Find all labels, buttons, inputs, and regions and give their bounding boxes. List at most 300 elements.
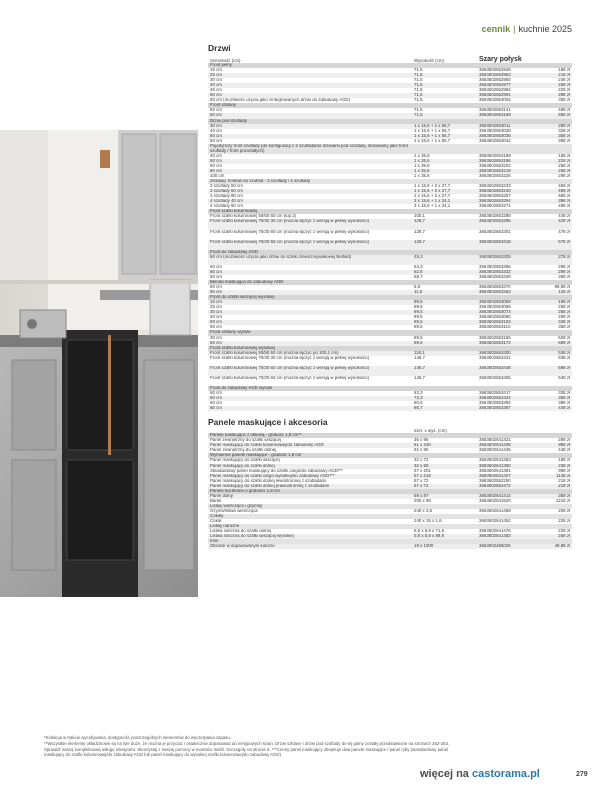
cell-description: Panel zewnętrzny do szafki wiszącej bbox=[210, 438, 282, 443]
cell-dimension: 5,9 x 5,9 x 89,5 bbox=[414, 534, 445, 539]
cell-dimension: 3 x 15,6 + 1 x 24,1 bbox=[414, 199, 451, 204]
cell-description: Front szafki kolumnowej 50/50 60 cm (lup 2) bbox=[210, 214, 297, 219]
cell-price: 188 zł bbox=[558, 68, 570, 73]
cell-dimension: 63,3 bbox=[414, 391, 423, 396]
col-width-header: Szerokość (cm) bbox=[210, 58, 241, 63]
cell-ean: 3663602653387 bbox=[479, 406, 511, 411]
cell-dimension: 1 x 15,6 + 1 x 55,7 bbox=[414, 123, 451, 128]
table-row bbox=[208, 356, 572, 366]
doors-title: Drzwi bbox=[208, 43, 231, 53]
cell-description: Blenda maskująca do zabudowy AGD bbox=[210, 280, 284, 285]
cell-ean: 3663602641391 bbox=[479, 468, 511, 473]
cell-price: 278 zł bbox=[558, 254, 570, 259]
cell-ean: 3663602653448 bbox=[479, 365, 511, 370]
table-row bbox=[208, 230, 572, 240]
cell-ean: 3663602485025 bbox=[479, 544, 511, 549]
cell-description: Panel maskujący do szafki wiszącej bbox=[210, 458, 280, 463]
cell-price: 488 zł bbox=[558, 204, 570, 209]
cell-description: Panel maskujący do szafki dolnej prawostronnej z szufladami bbox=[210, 483, 330, 488]
cell-description: Panel zewnętrzny do szafki dolnej bbox=[210, 448, 277, 453]
cell-description: Panel maskujący do szafki cargo wysokiej/do zabudowy AGD*** bbox=[210, 473, 335, 478]
cell-price: 228 zł bbox=[558, 88, 570, 93]
cell-description: Listwa narożna do szafki wiszącej wysokiej bbox=[210, 534, 294, 539]
cell-ean: 3663602653301 bbox=[479, 229, 511, 234]
cell-description: Zestawy frontów do szuflad - 3 szuflady i 4 szuflady bbox=[210, 179, 311, 184]
cell-ean: 3663602653332 bbox=[479, 269, 511, 274]
cell-description: 60 cm bbox=[210, 340, 222, 345]
cell-price: 448 zł bbox=[558, 214, 570, 219]
footnotes bbox=[44, 735, 576, 758]
cell-description: 50 cm bbox=[210, 158, 222, 163]
cell-ean: 3663602653028 bbox=[479, 128, 511, 133]
cell-price: 298 zł bbox=[558, 438, 570, 443]
cell-ean: 3663602653035 bbox=[479, 133, 511, 138]
footer-brand-link[interactable]: castorama.pl bbox=[471, 768, 540, 780]
cell-dimension: 71,5 bbox=[414, 108, 423, 113]
cell-ean: 3663602652977 bbox=[479, 83, 511, 88]
cell-description: 60 cm bbox=[210, 138, 222, 143]
cell-price: 358 zł bbox=[558, 493, 570, 498]
cell-description: 45 cm bbox=[210, 88, 222, 93]
cell-dimension: 146,7 bbox=[414, 365, 425, 370]
cell-description: Panel maskujący do szafki kolumnowej/do zabudowy AGD bbox=[210, 443, 324, 448]
cell-ean: 3663602641414 bbox=[479, 493, 511, 498]
cell-ean: 3663602653240 bbox=[479, 189, 511, 194]
cell-description: Listwy narożne bbox=[210, 524, 240, 529]
cell-dimension: 54,3 bbox=[414, 264, 423, 269]
cell-dimension: 200 x 89 bbox=[414, 498, 431, 503]
cell-description: Listwy wieńczące i gzymsy bbox=[210, 503, 263, 508]
footnote: maskujący do szafki kolumnowej/do zabudowy AGD lub panel maskujący do wysokiej szafki kolumnowej/do zabudowy AGD). bbox=[44, 752, 283, 758]
cell-dimension: 5,8 bbox=[414, 285, 421, 290]
cell-description: 60 cm bbox=[210, 325, 222, 330]
cell-ean: 3663602653141 bbox=[479, 108, 511, 113]
cell-dimension: 71,5 bbox=[414, 98, 423, 103]
table-row bbox=[208, 406, 572, 411]
cell-description: 3 szuflady 50 cm bbox=[210, 184, 243, 189]
cell-description: 60 cm (możliwość użycia jako drzwi do szafki zlewozmywakowej Belfast) bbox=[210, 254, 352, 259]
cell-ean: 3663602653165 bbox=[479, 335, 511, 340]
cell-ean: 3663602552472 bbox=[479, 483, 511, 488]
cell-price: 198 zł bbox=[558, 153, 570, 158]
cell-ean: 3663602653288 bbox=[479, 214, 511, 219]
table-row bbox=[208, 240, 572, 250]
cell-dimension: 62,6 bbox=[414, 269, 423, 274]
cell-dimension: 36 x 96 bbox=[414, 438, 429, 443]
cell-dimension: 240 x 3,5 bbox=[414, 508, 433, 513]
cell-description: 60 cm bbox=[210, 274, 222, 279]
cell-ean: 3663602652953 bbox=[479, 73, 511, 78]
cell-ean: 3663602641476 bbox=[479, 529, 511, 534]
cell-ean: 3663602653080 bbox=[479, 315, 511, 320]
cell-dimension: 71,5 bbox=[414, 73, 423, 78]
cell-ean: 3663602652948 bbox=[479, 68, 511, 73]
cell-description: Front pełny bbox=[210, 63, 232, 67]
kitchen-illustration bbox=[0, 130, 198, 597]
cell-description: 60 cm bbox=[210, 269, 222, 274]
cell-description: Listwa narożna do szafki dolnej bbox=[210, 529, 272, 534]
cell-ean: 3663602641452 bbox=[479, 519, 511, 524]
cell-price: 558 zł bbox=[558, 194, 570, 199]
cell-dimension: 240 x 15 x 1,6 bbox=[414, 519, 442, 524]
cell-ean: 3663602653226 bbox=[479, 174, 511, 179]
cell-dimension: 11,5 bbox=[414, 290, 423, 295]
cell-price: 448 zł bbox=[558, 406, 570, 411]
cell-dimension: 57 x 219 bbox=[414, 473, 431, 478]
cell-price: 298 zł bbox=[558, 174, 570, 179]
cell-description: Front do zabudowy AGD bbox=[210, 249, 258, 254]
footnote: *Kolekcja w trakcie wycofywania, dostępność poszczególnych elementów do wyczerpania zapasu. bbox=[44, 735, 232, 740]
cell-price: 228 zł bbox=[558, 519, 570, 524]
cell-price: 538 zł bbox=[558, 350, 570, 355]
cell-description: Front szafki kolumnowej bbox=[210, 209, 258, 214]
cell-dimension: 71,5 bbox=[414, 88, 423, 93]
cell-description: Front szafki kolumnowej 50/50 60 cm (można łączyć po 100,1 cm) bbox=[210, 350, 339, 355]
cell-ean: 3663602653004 bbox=[479, 98, 511, 103]
cell-description: Front do zabudowy AGD wysoki bbox=[210, 386, 273, 390]
cell-price: 268 zł bbox=[558, 310, 570, 315]
cell-dimension: 61 x 240 bbox=[414, 443, 431, 448]
cell-dimension: 58,7 bbox=[414, 274, 423, 279]
cell-ean: 3663602652960 bbox=[479, 78, 511, 83]
cell-price: 498 zł bbox=[558, 108, 570, 113]
cell-description: 40 cm bbox=[210, 83, 222, 88]
cell-description: Front do szafki wiszącej wysokiej bbox=[210, 295, 275, 300]
cell-price: 338 zł bbox=[558, 391, 570, 396]
cell-dimension: 1 x 35,6 bbox=[414, 153, 430, 158]
cell-price: 218 zł bbox=[558, 483, 570, 488]
cell-price: 99,98 zł bbox=[554, 285, 570, 290]
doors-rows bbox=[208, 63, 572, 411]
cell-dimension: 89,5 bbox=[414, 325, 423, 330]
cell-price: 598 zł bbox=[558, 365, 570, 370]
cell-description: 60 cm bbox=[210, 290, 222, 295]
cell-description: 80 cm bbox=[210, 168, 222, 173]
cell-ean: 3663602653042 bbox=[479, 138, 511, 143]
cell-ean: 3663602653233 bbox=[479, 184, 511, 189]
cell-price: 478 zł bbox=[558, 229, 570, 234]
cell-description: Panele maskujące z okleiną - grubość 1,8 cm** bbox=[210, 433, 302, 438]
cell-description: Pojedynczy front szuflady (do konfiguracji z 2 szufladami/ drzwiami pod szuflady, stosowany jako front szuflady / front pozostałych) bbox=[210, 143, 408, 153]
cell-price: 358 zł bbox=[558, 396, 570, 401]
cell-ean: 3663602653417 bbox=[479, 391, 511, 396]
cell-description: 50 cm bbox=[210, 93, 222, 98]
cell-price: 298 zł bbox=[558, 269, 570, 274]
cell-price: 448 zł bbox=[558, 448, 570, 453]
page-header bbox=[482, 24, 572, 34]
cell-ean: 3663602653073 bbox=[479, 310, 511, 315]
footnote: Sprawdź naszą kompleksową usługę transportu. Skorzystaj z naszej pomocy w montażu mebli. Szczegóły na stronie 6. ***Cenny panel maskujący obejmuje dwa panele maskujące / panel ryby (standardowy panel bbox=[44, 746, 449, 752]
cell-price: 258 zł bbox=[558, 534, 570, 539]
cell-dimension: 89,5 bbox=[414, 305, 423, 310]
cell-description: Front szafki kolumnowej 70/30 60 cm (można łączyć z wersją w pełnej wysokości) bbox=[210, 239, 370, 244]
cell-dimension: 128,7 bbox=[414, 219, 425, 224]
cell-description: Gzyms/listwa wieńcząca bbox=[210, 508, 258, 513]
cell-description: 60 cm bbox=[210, 264, 222, 269]
cell-price: 398 zł bbox=[558, 401, 570, 406]
cell-price: 228 zł bbox=[558, 529, 570, 534]
cell-description: Front szafki kolumnowej 70/30 60 cm (można łączyć z wersją w pełnej wysokości) bbox=[210, 375, 370, 380]
cell-dimension: 5,9 x 5,9 x 71,5 bbox=[414, 529, 445, 534]
cell-price: 328 zł bbox=[558, 128, 570, 133]
cell-ean: 3663602653066 bbox=[479, 305, 511, 310]
cell-price: 648 zł bbox=[558, 375, 570, 380]
cell-description: 60 cm bbox=[210, 396, 222, 401]
cell-price: 538 zł bbox=[558, 355, 570, 360]
cell-price: 998 zł bbox=[558, 443, 570, 448]
header-catalog: kuchnie 2025 bbox=[518, 24, 572, 34]
cell-ean: 3663602653271 bbox=[479, 204, 511, 209]
cell-description: 40 cm bbox=[210, 315, 222, 320]
cell-description: Panel maskujący do szafki dolnej bbox=[210, 463, 275, 468]
cell-ean: 3663602653295 bbox=[479, 219, 511, 224]
cell-ean: 3663602653424 bbox=[479, 396, 511, 401]
cell-ean: 3663602641438 bbox=[479, 443, 511, 448]
cell-dimension: 89,5 bbox=[414, 340, 423, 345]
cell-dimension: 61 x 90 bbox=[414, 448, 429, 453]
cell-description: Front szafki kolumnowej 70/30 60 cm (można łączyć z wersją w pełnej wysokości) bbox=[210, 229, 370, 234]
cell-ean: 3663602653394 bbox=[479, 401, 511, 406]
cell-ean: 3663602652991 bbox=[479, 93, 511, 98]
price-table bbox=[208, 43, 572, 549]
cell-price: 258 zł bbox=[558, 163, 570, 168]
footer-link[interactable] bbox=[420, 768, 540, 780]
cell-dimension: 89,5 bbox=[414, 300, 423, 305]
cell-price: 1218 zł bbox=[555, 498, 570, 503]
cell-description: 15 cm bbox=[210, 300, 222, 305]
cell-dimension: 3 x 15,6 + 1 x 24,1 bbox=[414, 204, 451, 209]
cell-description: Drzwi pod szuflady bbox=[210, 118, 247, 123]
cell-price: 218 zł bbox=[558, 478, 570, 483]
footer-text: więcej na bbox=[420, 768, 472, 780]
cell-price: 198 zł bbox=[558, 458, 570, 463]
cell-dimension: 146,7 bbox=[414, 375, 425, 380]
cell-dimension: 100,1 bbox=[414, 214, 425, 219]
cell-price: 498 zł bbox=[558, 189, 570, 194]
header-section: cennik bbox=[481, 24, 511, 34]
cell-ean: 3663602653318 bbox=[479, 239, 511, 244]
cell-dimension: 1 x 35,6 bbox=[414, 168, 430, 173]
header-separator-icon: | bbox=[513, 24, 516, 34]
cell-dimension: 1 x 15,6 + 2 x 27,7 bbox=[414, 184, 451, 189]
cell-description: 30 cm bbox=[210, 335, 222, 340]
cell-price: 238 zł bbox=[558, 463, 570, 468]
table-row bbox=[208, 255, 572, 265]
cell-description: Wymienne panele maskujące - grubość 1,8 cm bbox=[210, 453, 302, 458]
page-number: 279 bbox=[576, 771, 588, 778]
cell-dimension: 89,5 bbox=[414, 320, 423, 325]
table-row bbox=[208, 376, 572, 386]
cell-description: Cokół bbox=[210, 519, 222, 524]
cell-price: 348 zł bbox=[558, 320, 570, 325]
panels-rows bbox=[208, 433, 572, 549]
cell-dimension: 1 x 15,6 + 2 x 27,7 bbox=[414, 194, 451, 199]
cell-ean: 3663602641445 bbox=[479, 448, 511, 453]
cell-price: 368 zł bbox=[558, 274, 570, 279]
cell-dimension: 57 x 72 bbox=[414, 483, 429, 488]
cell-price: 398 zł bbox=[558, 138, 570, 143]
cell-ean: 3663602653158 bbox=[479, 113, 511, 118]
cell-ean: 3663602653172 bbox=[479, 340, 511, 345]
cell-ean: 3663602641483 bbox=[479, 534, 511, 539]
cell-ean: 3663602641353 bbox=[479, 458, 511, 463]
cell-description: Obrazie w dopasowanym kolorze bbox=[210, 544, 275, 549]
cell-price: 298 zł bbox=[558, 123, 570, 128]
cell-dimension: 19 x 1000 bbox=[414, 544, 434, 549]
cell-description: Inne bbox=[210, 539, 219, 544]
panels-title: Panele maskujące i akcesoria bbox=[208, 417, 328, 428]
cell-dimension: 57 x 201 bbox=[414, 468, 431, 473]
cell-description: 50 cm bbox=[210, 320, 222, 325]
cell-dimension: 128,7 bbox=[414, 229, 425, 234]
cell-description: 25 cm bbox=[210, 305, 222, 310]
cell-dimension: 1 x 15,6 + 1 x 55,7 bbox=[414, 138, 451, 143]
cell-ean: 3663602552250 bbox=[479, 478, 511, 483]
col-size-header: szer. x wys. (cm) bbox=[414, 428, 447, 434]
cell-description: 25 cm bbox=[210, 73, 222, 78]
cell-description: 3 szuflady 80 cm bbox=[210, 194, 243, 199]
cell-ean: 3663602653431 bbox=[479, 355, 511, 360]
cell-price: 128 zł bbox=[558, 290, 570, 295]
cell-description: 30 cm bbox=[210, 123, 222, 128]
cell-ean: 3663602653011 bbox=[479, 123, 511, 128]
cell-ean: 3663602653189 bbox=[479, 153, 511, 158]
cell-dimension: 71,5 bbox=[414, 113, 423, 118]
cell-price: 198 zł bbox=[558, 300, 570, 305]
cell-dimension: 45,3 bbox=[414, 254, 423, 259]
cell-dimension: 57 x 72 bbox=[414, 478, 429, 483]
cell-description: 60 cm bbox=[210, 401, 222, 406]
cell-description: Front szklany wysoki bbox=[210, 330, 251, 335]
cell-price: 368 zł bbox=[558, 325, 570, 330]
cell-ean: 3663602652984 bbox=[479, 88, 511, 93]
cell-ean: 3663602653356 bbox=[479, 264, 511, 269]
cell-description: 40 cm bbox=[210, 153, 222, 158]
cell-price: 218 zł bbox=[558, 73, 570, 78]
cell-ean: 3663602653363 bbox=[479, 290, 511, 295]
cell-price: 49,98 zł bbox=[554, 544, 570, 549]
cell-dimension: 1 x 15,6 + 1 x 55,7 bbox=[414, 133, 451, 138]
cell-price: 298 zł bbox=[558, 93, 570, 98]
cell-description: 100 cm bbox=[210, 174, 225, 179]
cell-description: 60 cm (możliwość użycia jako zintegrowanych drzwi do zabudowy AGD) bbox=[210, 98, 351, 103]
cell-price: 208 zł bbox=[558, 508, 570, 513]
cell-description: Front szafki kolumnowej wysokiej bbox=[210, 345, 275, 350]
cell-dimension: 1 x 35,6 bbox=[414, 163, 430, 168]
cell-ean: 3663602653103 bbox=[479, 320, 511, 325]
cell-price: 578 zł bbox=[558, 239, 570, 244]
cell-price: 398 zł bbox=[558, 199, 570, 204]
cell-price: 698 zł bbox=[558, 340, 570, 345]
cell-description: Barek bbox=[210, 498, 222, 503]
cell-description: 60 cm bbox=[210, 163, 222, 168]
cell-price: 458 zł bbox=[558, 184, 570, 189]
cell-description: 3 szuflady 60 cm bbox=[210, 189, 243, 194]
cell-price: 298 zł bbox=[558, 315, 570, 320]
cell-price: 998 zł bbox=[558, 468, 570, 473]
cell-ean: 3663602653455 bbox=[479, 375, 511, 380]
cell-price: 298 zł bbox=[558, 264, 570, 269]
cell-description: Front szafki kolumnowej 70/30 60 cm (można łączyć z wersją w pełnej wysokości) bbox=[210, 365, 370, 370]
cell-ean: 3663602653059 bbox=[479, 300, 511, 305]
cell-price: 558 zł bbox=[558, 113, 570, 118]
cell-description: 15 cm bbox=[210, 68, 222, 73]
cell-dimension: 89,5 bbox=[414, 335, 423, 340]
col-finish-header: Szary połysk bbox=[479, 56, 522, 63]
cell-dimension: 1 x 15,6 + 2 x 27,7 bbox=[414, 189, 451, 194]
footnote: **Wszystkie elementy okładzinowe są na tyle duże, że można je przyciąć i ostatecznie dopasować do nietypowych ścian. Drzwi szklane i drzwi pod szuflady do tej gamy zostały przedstawione na stronach 262-263. bbox=[44, 740, 450, 746]
cell-ean: 3663602641407 bbox=[479, 473, 511, 478]
cell-description: 4 szuflady 50 cm bbox=[210, 204, 243, 209]
cell-dimension: 59 x 87 bbox=[414, 493, 429, 498]
cell-dimension: 72,3 bbox=[414, 396, 423, 401]
cell-dimension: 89,5 bbox=[414, 310, 423, 315]
cell-ean: 3663602641421 bbox=[479, 438, 511, 443]
col-height-header: Wysokość (cm) bbox=[414, 58, 444, 63]
cell-description: Cokoły bbox=[210, 513, 224, 518]
cell-description: Panel dolny bbox=[210, 493, 233, 498]
cell-ean: 3663602653196 bbox=[479, 158, 511, 163]
cell-description: Front szklany bbox=[210, 103, 237, 108]
cell-description: Standardowy panel maskujący do szafki cargo/do zabudowy AGD*** bbox=[210, 468, 344, 473]
cell-ean: 3663602653202 bbox=[479, 163, 511, 168]
cell-description: 30 cm bbox=[210, 78, 222, 83]
cell-description: 60 cm bbox=[210, 113, 222, 118]
cell-ean: 3663602641520 bbox=[479, 498, 511, 503]
cell-dimension: 32 x 72 bbox=[414, 458, 429, 463]
cell-dimension: 71,5 bbox=[414, 93, 423, 98]
cell-description: 40 cm bbox=[210, 128, 222, 133]
cell-description: Front szafki kolumnowej 70/30 30 cm (można łączyć z wersją w pełnej wysokości) bbox=[210, 355, 370, 360]
cell-description: Front szafki kolumnowej 70/30 30 cm (można łączyć z wersją w pełnej wysokości) bbox=[210, 219, 370, 224]
cell-description: 50 cm bbox=[210, 108, 222, 113]
cell-price: 528 zł bbox=[558, 335, 570, 340]
cell-price: 258 zł bbox=[558, 305, 570, 310]
cell-dimension: 80,6 bbox=[414, 401, 423, 406]
cell-ean: 3663602653264 bbox=[479, 199, 511, 204]
table-row bbox=[208, 544, 572, 549]
cell-price: 428 zł bbox=[558, 219, 570, 224]
cell-description: 50 cm bbox=[210, 133, 222, 138]
cell-price: 268 zł bbox=[558, 168, 570, 173]
cell-dimension: 1 x 35,6 bbox=[414, 158, 430, 163]
cell-dimension: 128,7 bbox=[414, 239, 425, 244]
cell-dimension: 86,7 bbox=[414, 406, 423, 411]
doors-column-headers bbox=[208, 53, 572, 63]
cell-dimension: 71,5 bbox=[414, 68, 423, 73]
cell-ean: 3663602653219 bbox=[479, 168, 511, 173]
cell-dimension: 71,5 bbox=[414, 78, 423, 83]
cell-dimension: 1 x 35,6 bbox=[414, 174, 430, 179]
cell-ean: 3663602653349 bbox=[479, 274, 511, 279]
table-row bbox=[208, 219, 572, 229]
cell-price: 248 zł bbox=[558, 78, 570, 83]
cell-description: 60 cm bbox=[210, 406, 222, 411]
cell-ean: 3663602653110 bbox=[479, 325, 511, 330]
cell-ean: 3663602653257 bbox=[479, 194, 511, 199]
cell-description: Panel maskujący do szafki dolnej lewostronnej z szufladami bbox=[210, 478, 327, 483]
kitchen-photo bbox=[0, 130, 198, 597]
table-subgroup-row bbox=[208, 144, 572, 154]
table-row bbox=[208, 366, 572, 376]
cell-description: 4 szuflady 40 cm bbox=[210, 199, 243, 204]
cell-price: 358 zł bbox=[558, 98, 570, 103]
cell-ean: 3663602653370 bbox=[479, 285, 511, 290]
cell-price: 1148 zł bbox=[556, 473, 570, 478]
cell-dimension: 146,7 bbox=[414, 355, 425, 360]
cell-description: 60 cm bbox=[210, 285, 222, 290]
cell-description: Panele kuchenne o grubości 1,8 cm bbox=[210, 488, 280, 493]
